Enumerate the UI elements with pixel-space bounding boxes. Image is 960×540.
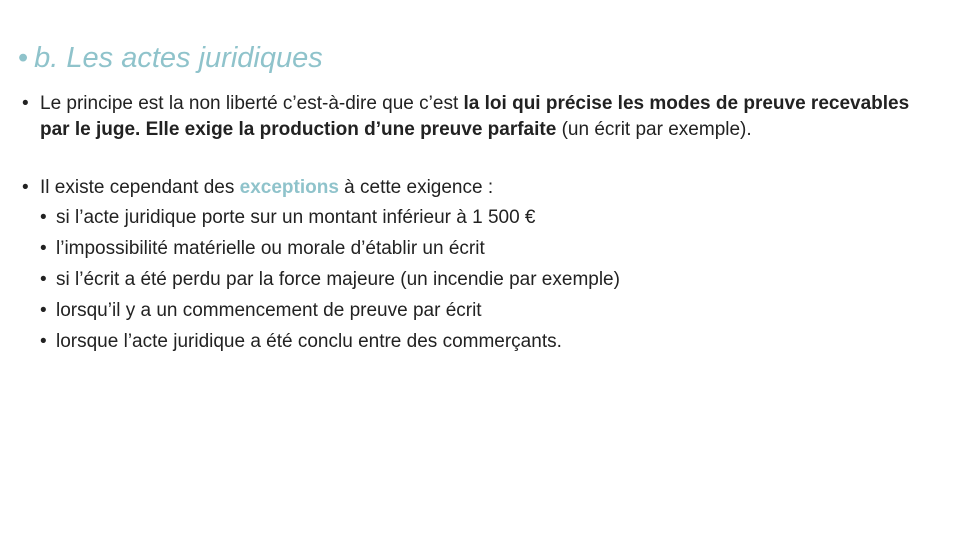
bullet-principle: [22, 91, 922, 143]
title-bullet: •: [18, 42, 29, 74]
sub-bullet-dot: •: [40, 207, 47, 228]
principle-text: Le principe est la non liberté c’est-à-dire que c’est: [40, 93, 464, 114]
exceptions-text: Il existe cependant des: [40, 177, 240, 198]
exception-item: [22, 267, 922, 293]
principle-bold-text: la loi qui précise les modes de preuve recevables par le juge. Elle exige la production d’une preuve parfaite: [40, 93, 910, 140]
slide-title: [18, 42, 323, 75]
sub-bullet-dot: •: [40, 300, 47, 321]
sub-bullet-dot: •: [40, 331, 47, 352]
exception-text: l’impossibilité matérielle ou morale d’établir un écrit: [56, 238, 485, 259]
sub-bullet-dot: •: [40, 269, 47, 290]
exception-text: si l’acte juridique porte sur un montant inférieur à 1 500 €: [56, 207, 536, 228]
exceptions-text-end: à cette exigence :: [338, 177, 494, 198]
title-text: b. Les actes juridiques: [34, 42, 323, 74]
exceptions-keyword: exceptions: [239, 177, 339, 198]
exception-item: [22, 236, 922, 262]
exception-text: lorsqu’il y a un commencement de preuve par écrit: [56, 300, 482, 321]
bullet-dot: •: [22, 177, 29, 198]
principle-text-end: (un écrit par exemple).: [556, 119, 752, 140]
exceptions-list: [22, 205, 922, 355]
exception-item: [22, 298, 922, 324]
exception-item: [22, 329, 922, 355]
exception-item: [22, 205, 922, 231]
sub-bullet-dot: •: [40, 238, 47, 259]
bullet-exceptions: [22, 175, 922, 201]
exception-text: si l’écrit a été perdu par la force majeure (un incendie par exemple): [56, 269, 620, 290]
slide-body: [22, 91, 922, 360]
exception-text: lorsque l’acte juridique a été conclu entre des commerçants.: [56, 331, 562, 352]
bullet-dot: •: [22, 93, 29, 114]
